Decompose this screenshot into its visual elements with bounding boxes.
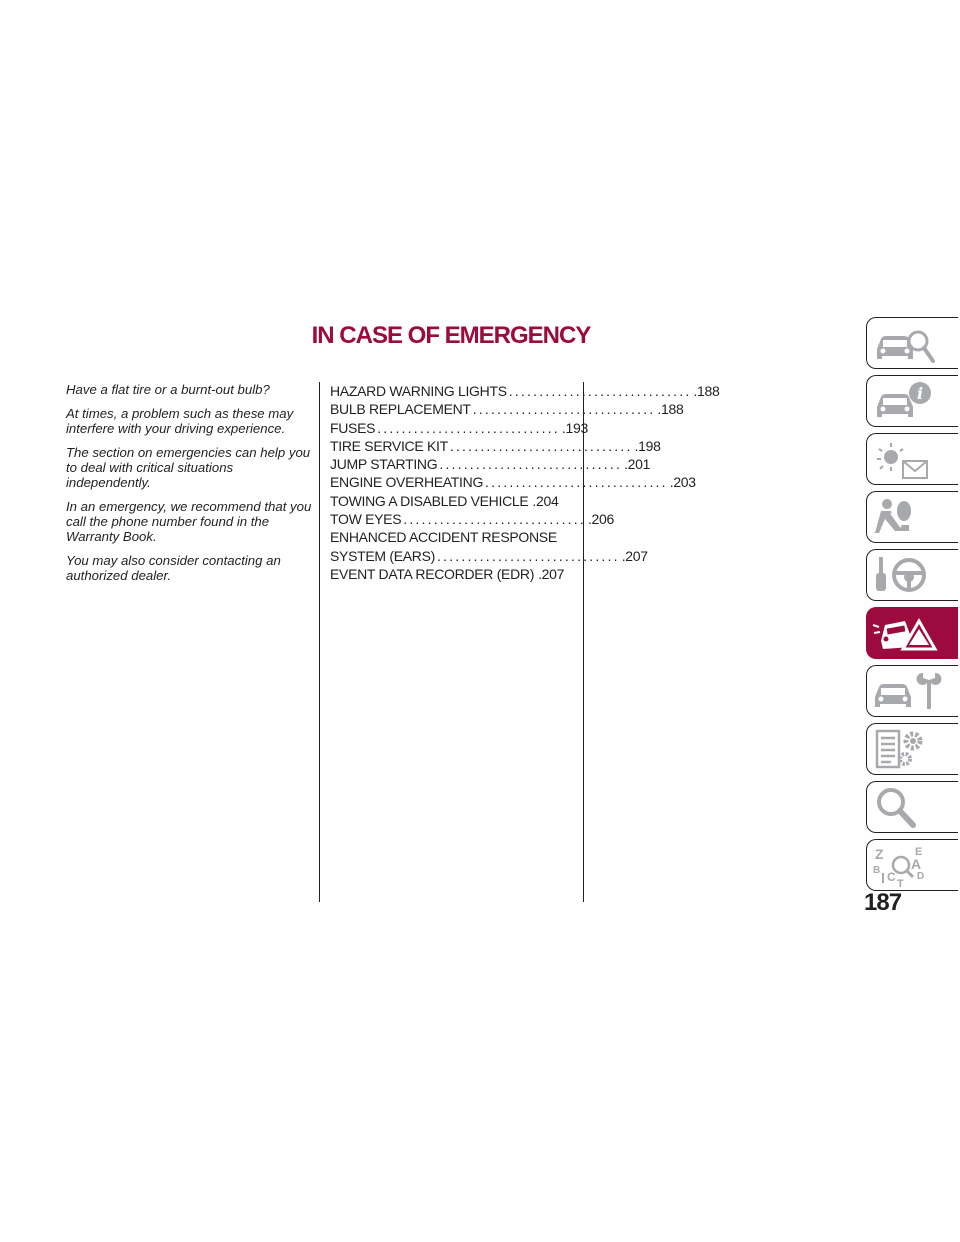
index-letter: E <box>915 846 923 858</box>
toc-leader-dots: .............................. <box>439 456 623 473</box>
toc-entry-ears[interactable] <box>330 547 648 565</box>
toc-label: JUMP STARTING <box>330 456 438 473</box>
index-letter: T <box>897 878 904 890</box>
tab-getting-to-know-instrument-panel[interactable] <box>866 375 958 427</box>
tab-technical-specifications[interactable] <box>866 723 958 775</box>
intro-paragraph: Have a flat tire or a burnt-out bulb? <box>66 382 270 397</box>
page-number: 187 <box>864 889 902 916</box>
tab-servicing-and-maintenance[interactable] <box>866 665 958 717</box>
toc-leader-dots: .............................. <box>485 474 668 491</box>
index-letter: D <box>917 871 925 882</box>
toc-page-number: .188 <box>657 401 684 418</box>
intro-paragraph: You may also consider contacting an authorized dealer. <box>66 553 281 583</box>
toc-entry-event-data-recorder[interactable] <box>330 565 565 583</box>
column-divider-left <box>319 382 320 902</box>
toc-leader-dots: .............................. <box>449 437 633 454</box>
toc-entry-towing-disabled-vehicle[interactable] <box>330 492 559 510</box>
toc-entry-jump-starting[interactable] <box>330 455 651 473</box>
toc-label: TOWING A DISABLED VEHICLE <box>330 492 529 509</box>
toc-label: EVENT DATA RECORDER (EDR) <box>330 565 535 582</box>
toc-label: ENGINE OVERHEATING <box>330 474 484 491</box>
warning-light-message-icon <box>871 437 951 481</box>
toc-label: BULB REPLACEMENT <box>330 401 471 418</box>
tab-search[interactable] <box>866 781 958 833</box>
alphabetical-index-icon <box>871 843 951 890</box>
toc-label: HAZARD WARNING LIGHTS <box>330 383 507 399</box>
section-title: IN CASE OF EMERGENCY <box>311 322 591 349</box>
tab-getting-to-know-vehicle[interactable] <box>866 317 958 369</box>
toc-label: FUSES <box>330 419 376 436</box>
toc-entry-fuses[interactable] <box>330 419 588 437</box>
toc-leader-dots: .............................. <box>472 401 656 418</box>
car-magnifier-icon <box>871 321 951 365</box>
toc-entry-bulb-replacement[interactable] <box>330 400 684 418</box>
toc-leader-dots: .............................. <box>377 419 560 436</box>
toc-label: TOW EYES <box>330 511 402 528</box>
intro-paragraph: The section on emergencies can help you to deal with critical situations independently. <box>66 445 311 490</box>
tab-safety[interactable] <box>866 491 958 543</box>
table-of-contents <box>330 382 720 583</box>
tab-starting-and-operating[interactable] <box>866 549 958 601</box>
index-letter: B <box>873 865 881 876</box>
toc-leader-dots: .............................. <box>437 547 620 564</box>
index-letter: C <box>887 870 896 884</box>
toc-label: ENHANCED ACCIDENT RESPONSE <box>330 529 557 546</box>
toc-page-number: .193 <box>561 419 588 436</box>
toc-page-number: .188 <box>693 383 720 399</box>
toc-label: SYSTEM (EARS) <box>330 547 436 564</box>
tab-warning-lights-messages[interactable] <box>866 433 958 485</box>
intro-paragraph: At times, a problem such as these may interfere with your driving experience. <box>66 406 294 436</box>
toc-page-number: .201 <box>624 456 651 473</box>
toc-page-number: .198 <box>634 437 661 454</box>
toc-leader-dots: .............................. <box>508 383 692 399</box>
intro-text <box>66 382 316 592</box>
toc-page-number: .206 <box>587 511 615 528</box>
tab-in-case-of-emergency[interactable] <box>866 607 958 659</box>
magnifier-icon <box>871 785 951 829</box>
toc-page-number: .203 <box>669 474 696 491</box>
car-wrench-icon <box>871 669 951 713</box>
intro-paragraph: In an emergency, we recommend that you call the phone number found in the Warranty Book. <box>66 499 312 544</box>
toc-entry-engine-overheating[interactable] <box>330 473 696 491</box>
toc-entry-hazard-warning-lights[interactable] <box>330 382 720 400</box>
car-breakdown-warning-icon <box>871 611 951 655</box>
car-info-icon <box>871 379 951 423</box>
toc-entry-tire-service-kit[interactable] <box>330 437 661 455</box>
toc-entry-tow-eyes[interactable] <box>330 510 615 528</box>
toc-entry-ears-line1[interactable] <box>330 528 557 546</box>
toc-label: TIRE SERVICE KIT <box>330 437 448 454</box>
airbag-seat-icon <box>871 495 951 539</box>
toc-page-number: .207 <box>538 565 565 582</box>
specifications-gear-icon <box>871 727 951 771</box>
key-steering-wheel-icon <box>871 553 951 597</box>
toc-leader-dots: .............................. <box>403 511 586 528</box>
index-letter: A <box>911 856 922 872</box>
toc-page-number: .204 <box>532 492 559 509</box>
toc-page-number: .207 <box>621 547 648 564</box>
index-letter: Z <box>875 846 884 862</box>
svg-text:i: i <box>916 384 924 403</box>
tab-index[interactable] <box>866 839 958 891</box>
